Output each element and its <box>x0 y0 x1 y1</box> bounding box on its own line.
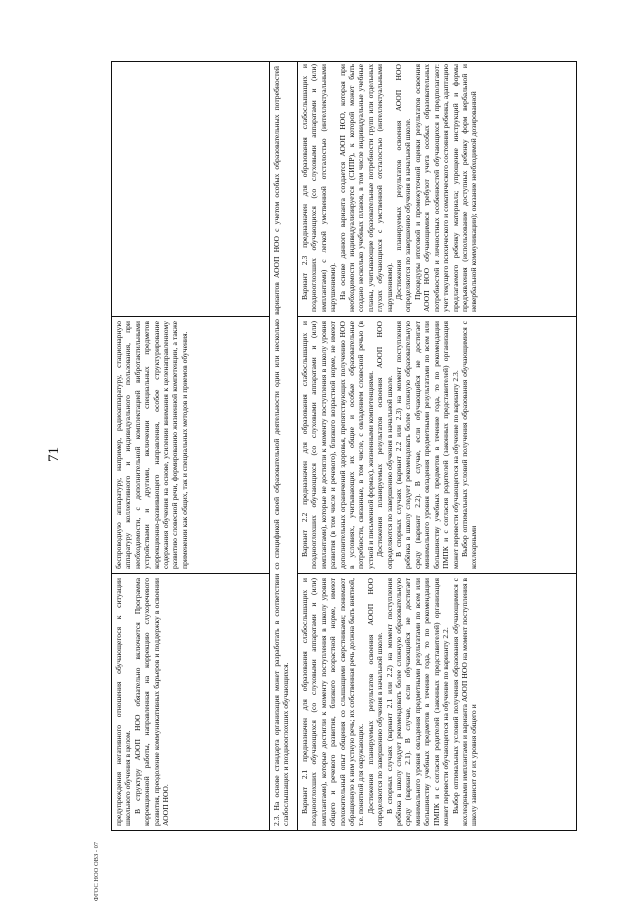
paragraph: предупреждения негативного отношения обучающегося к ситуации школьного обучения в целом. <box>114 578 133 826</box>
paragraph: Вариант 2.2 предназначен для образования слабослышащих и позднооглохших обучающихся (со слуховыми аппаратами и (или) имплантами), которые не достигли к моменту поступления в школу уровня развития (в том числе и речевого), близкого возрастной норме, не имеют дополнительных ограничений здоровья, препятствующих получению НОО в условиях, учитывающих их общие и особые образовательные потребности, связанные, в том числе, с овладением словесной речью (в устной и письменной формах), жизненными компетенциями. <box>300 321 375 569</box>
paragraph: В структуру АООП НОО обязательно включается Программа коррекционной работы, направленная на коррекцию слухоречевого развития, преодоление коммуникативных барьеров и поддержку в освоении АООП НОО. <box>132 578 171 826</box>
paragraph: На основе данного варианта создается АООП НОО, которая при необходимости индивидуализируется (СИПР), к которой может быть создано несколько учебных планов, в том числе индивидуальные учебные планы, учитывающие образовательные потребности групп или отдельных глухих обучающихся с умственной отсталостью (интеллектуальными нарушениями). <box>337 64 394 312</box>
paragraph: Достижения планируемых результатов освоения АООП НОО определяются по завершению обучения в начальной школе. <box>375 321 394 569</box>
table-cell-variant-2-2 <box>112 316 269 573</box>
paragraph: Вариант 2.3 предназначен для образования слабослышащих и позднооглохших обучающихся (со слуховыми аппаратами и (или) имплантами) с легкой умственной отсталостью (интеллектуальными нарушениями). <box>300 64 338 312</box>
paragraph: Процедуры итоговой и промежуточной оценки результатов освоения АООП НОО обучающимися требуют учета особых образовательных потребностей и личностных особенностей обучающихся и предполагают: учет текущего психического и соматического состояния ребенка, адаптацию предлагаемого ребенку материала; упрощение инструкций и формы предъявления (использование доступных ребенку форм вербальной и невербальной коммуникации); оказание необходимой дозированной <box>412 64 479 312</box>
section-heading-text: 2.3. На основе стандарта организация может разработать в соответствии со спецификой своей образовательной деятельности один или несколько вариантов АООП НОО с учетом особых образовательных потребностей слабослышащих и позднооглохших обучающихся. <box>272 66 291 826</box>
paragraph: Выбор оптимальных условий получения образования обучающимися с кохлеарными имплантами и варианта АООП НОО на момент поступления в школу зависит от их уровня общего и <box>450 578 479 826</box>
table-cell-variant-2-1 <box>298 573 576 830</box>
paragraph: беспроводную аппаратуру, например, радиоаппаратуру, стационарную аппаратуру коллективного и индивидуального пользования, при необходимости, с дополнительной комплектацией вибротактильными устройствами и другими, включении специальных предметов коррекционно-развивающего направления, особое структурирование содержания обучения на основе, усилении внимания к целенаправленному развитию словесной речи, формированию жизненной компетенции, а также применении как общих, так и специальных методов и приемов обучения. <box>114 321 189 569</box>
page-number-text: 71 <box>45 446 62 462</box>
table-cell-variant-2-1 <box>112 573 269 830</box>
table-row-section-heading <box>270 62 298 830</box>
table-row <box>298 62 576 830</box>
paragraph: Достижения планируемых результатов освоения АООП НОО определяются по завершению обучения в начальной школе. <box>394 64 413 312</box>
table-cell-variant-2-2 <box>298 316 576 573</box>
paragraph: Достижения планируемых результатов освоения АООП НОО определяются по завершению обучения в начальной школе. <box>365 578 385 826</box>
paragraph: В спорных случаях (вариант 2.2 или 2.3) на момент поступления ребёнка в школу следует рекомендовать более сложную образовательную среду (вариант 2.2). В случае, если обучающийся не достигает минимального уровня овладения предметными результатами по всем или большинству учебных предметов в течение года, то по рекомендации ПМПК и с согласия родителей (законных представителей) организация может перевести обучающегося на обучение по варианту 2.3. <box>394 321 460 569</box>
section-heading-cell <box>270 62 297 830</box>
requirements-table-container <box>111 61 577 831</box>
table-cell-variant-2-3 <box>298 61 576 316</box>
page-number <box>42 438 66 470</box>
paragraph: Выбор оптимальных условий получения образования обучающимися с кохлеарными <box>459 321 479 569</box>
paragraph: В спорных случаях (вариант 2.1 или 2.2) на момент поступления ребёнка в школу следует рекомендовать более сложную образовательную среду (вариант 2.1). В случае, если обучающийся не достигает минимального уровня овладения предметными результатами по всем или большинству учебных предметов в течение года, то по рекомендации ПМПК и с согласия родителей (законных представителей) организация может перевести обучающегося на обучение по варианту 2.2. <box>384 578 451 826</box>
paragraph: Вариант 2.1 предназначен для образования слабослышащих и позднооглохших обучающихся (со слуховыми аппаратами и (или) имплантами), которые достигли к моменту поступления в школу уровня общего и речевого развития, близкого возрастной норме, имеют положительный опыт общения со слышащими сверстниками; понимают обращенную к ним устную речь; их собственная речь должна быть внятной, т.е. понятной для окружающих. <box>300 578 366 826</box>
requirements-table <box>111 61 577 831</box>
table-cell-variant-2-3 <box>112 61 269 316</box>
footer-text: ФГОС НОО ОВЗ - 07 <box>93 841 101 901</box>
table-row <box>112 62 270 830</box>
footer <box>90 842 104 900</box>
